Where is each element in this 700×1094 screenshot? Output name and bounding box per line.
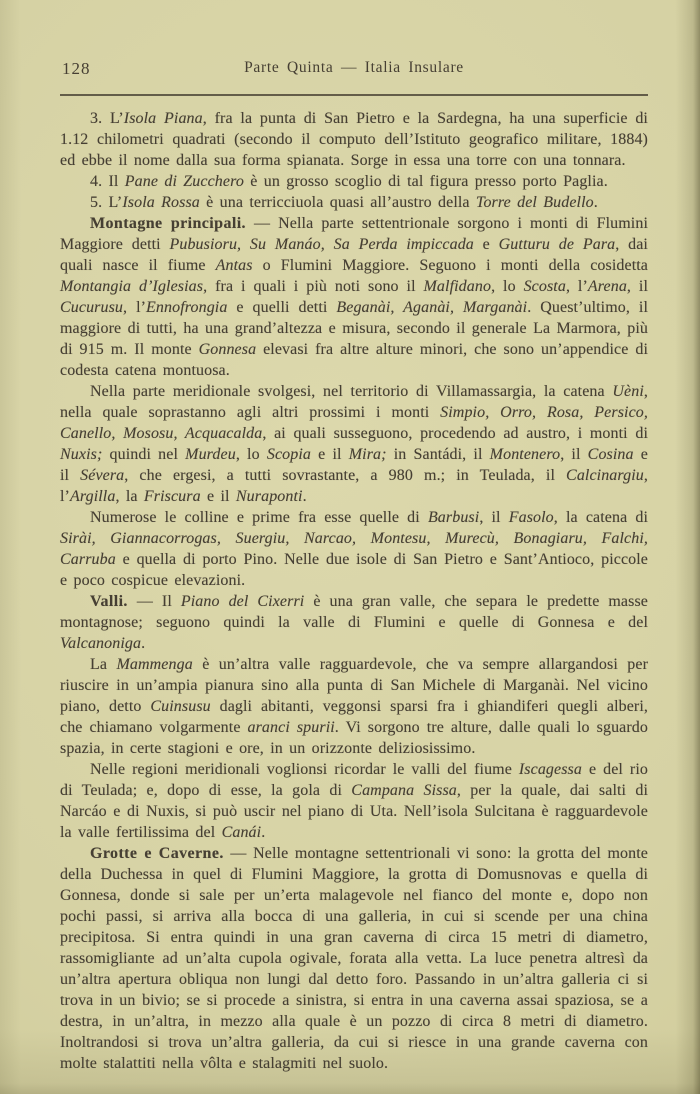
para-isola-rossa [60,192,648,213]
para-regioni-meridionali [60,759,648,843]
text-run: , per la quale, dai salti di Narcáo e di Nuxis, si può uscir nel piano di Uta. Nell’isola Sulcitana è ragguardevole la valle fertilissima del [60,782,649,841]
italic-term: Canái [221,824,262,841]
text-run: . [302,488,307,505]
text-run: è un’altra valle ragguardevole, che va sempre allargandosi per riuscire in un’ampia pianura sino alla punta di San Michele di Marganài. Nel vicino piano, detto [60,656,648,715]
page-body [60,108,648,1074]
text-run: e quelli detti [227,299,337,316]
text-run: , l’ [565,278,588,295]
italic-term: Nuraponti [235,488,303,505]
text-run: e il [60,446,648,484]
page-number: 128 [62,59,91,78]
text-run: , l’ [123,299,147,316]
text-run: e il [200,488,236,505]
italic-term: Campana Sissa [351,782,457,799]
italic-term: Barbusi [427,509,480,526]
italic-term: Pane di Zucchero [124,173,244,190]
text-run: è una terricciuola quasi all’austro della [199,194,476,211]
inline-heading: Grotte e Caverne. [90,845,224,862]
italic-term: Gonnesa [198,341,257,358]
para-pane-di-zucchero [60,171,648,192]
header-rule [60,94,648,96]
italic-term: Torre del Budello [475,194,594,211]
text-run: , la catena di [553,509,649,526]
text-run: — Nelle montagne settentrionali vi sono: la grotta del monte della Duchessa in quel di Flumini Maggiore, la grotta di Domusnovas e quella di Gonnesa, donde si sale per un’erta malagevole nel fianco del monte e, dopo non pochi passi, si arriva alla bocca di una galleria, in cui si scende per una china precipitosa. Si entra quindi in una gran caverna di circa 15 metri di diametro, rassomigliante ad un’alta cupola ogivale, forata alla vetta. La luce penetra altresì da un’altra apertura obliqua non lungi dal detto foro. Passando in un’altra galleria ci si trova in un bivio; se si procede a sinistra, si entra in una caverna assai spaziosa, se a destra, in un’altra, in mezzo alla quale è un pozzo di circa 8 metri di diametro. Inoltrandosi si trova un’altra galleria, da cui si riesce in una grande caverna con molte stalattiti nella vôlta e stalagmiti nel suolo. [60,845,648,1072]
text-run: , la [115,488,144,505]
italic-term: Isola Piana [123,110,203,127]
text-run: . [261,824,266,841]
text-run: , il [626,278,648,295]
text-run: , fra i quali i più noti sono il [203,278,424,295]
para-valli [60,591,648,654]
italic-term: Ennofrongia [146,299,228,316]
text-run: . [141,635,146,652]
text-run: , il [479,509,509,526]
italic-term: Cosina [587,446,634,463]
page-header [60,59,648,81]
text-run: elevasi fra altre alture minori, che sono un’appendice di codesta catena montuosa. [60,341,648,379]
text-run: in Santádi, il [386,446,490,463]
para-montagne-principali [60,213,648,381]
italic-term: Mammenga [116,656,193,673]
italic-term: Friscura [143,488,201,505]
text-run: , ai quali susseguono, procedendo ad austro, i monti di [262,425,648,442]
text-run: è un grosso scoglio di tal figura presso porto Paglia. [243,173,608,190]
text-run: La [90,656,117,673]
italic-term: Isola Rossa [122,194,200,211]
text-run: , lo [491,278,524,295]
italic-term: Scosta [523,278,566,295]
text-run: — Il [127,593,181,610]
text-run: è una gran valle, che separa le predette masse montagnose; seguono quindi la valle di Flumini e quelle di Gonnesa e del [60,593,648,631]
text-run: Nella parte meridionale svolgesi, nel territorio di Villamassargia, la catena [90,383,613,400]
para-mammenga [60,654,648,759]
text-run: , l’ [60,467,648,505]
text-run: . [593,194,598,211]
italic-term: Cuinsusu [150,698,211,715]
text-run: , che ergesi, a tutti sovrastante, a 980 m.; in Teulada, il [124,467,567,484]
text-run: , nella quale soprastanno agli altri prossimi i monti [60,383,648,421]
text-run: , fra la punta di San Pietro e la Sardegna, ha una superficie di 1.12 chilometri quadrati (secondo il computo dell’Istituto geografico militare, 1884) ed ebbe il nome dalla sua forma spianata. Sorge in essa una torre con una tonnara. [60,110,648,169]
para-grotte-caverne [60,843,648,1074]
text-run: , il [560,446,588,463]
text-run: , lo [235,446,267,463]
italic-term: Nuxis; [60,446,103,463]
italic-term: Fasolo [508,509,554,526]
italic-term: Montenero [489,446,561,463]
italic-term: Sirài, Giannacorrogas, Suergiu, Narcao, Montesu, Murecù, Bonagiaru, Falchi, Carruba [60,530,648,568]
italic-term: Pubusioru, Su Manáo, Sa Perda impiccada [169,236,474,253]
italic-term: Mira; [348,446,387,463]
text-run: . Vi sorgono tre alture, dalle quali lo sguardo spazia, in certe stagioni e ore, in un orizzonte deliziosissimo. [60,719,648,757]
text-run: e il [311,446,349,463]
italic-term: Antas [215,257,253,274]
text-run: 3. L’ [90,110,124,127]
para-colline [60,507,648,591]
para-isola-piana [60,108,648,171]
italic-term: Beganài, Aganài, Marganài [336,299,528,316]
text-run: , dai quali nasce il fiume [60,236,648,274]
italic-term: Simpio, Orro, Rosa, Persico, Canello, Mososu, Acquacalda [60,404,648,442]
text-run: . Quest’ultimo, il maggiore di tutti, ha una grand’altezza e misura, secondo il generale La Marmora, più di 915 m. Il monte [60,299,648,358]
text-run: quindi nel [102,446,186,463]
italic-term: Piano del Cixerri [180,593,305,610]
italic-term: Cucurusu [60,299,124,316]
text-run: 5. L’ [90,194,123,211]
running-title: Parte Quinta — Italia Insulare [244,59,464,76]
italic-term: Argilla [69,488,116,505]
text-run: e quella di porto Pino. Nelle due isole di San Pietro e Sant’Antioco, piccole e poco cospicue elevazioni. [60,551,648,589]
text-run: o Flumini Maggiore. Seguono i monti della cosidetta [252,257,648,274]
text-run: Numerose le colline e prime fra esse quelle di [90,509,428,526]
italic-term: Valcanoniga [60,635,142,652]
text-run: 4. Il [90,173,125,190]
italic-term: Calcinargiu [566,467,644,484]
italic-term: Montangia d’Iglesias [60,278,204,295]
text-run: Nelle regioni meridionali voglionsi ricordar le valli del fiume [90,761,519,778]
italic-term: Scopia [266,446,311,463]
inline-heading: Montagne principali. [90,215,246,232]
italic-term: Gutturu de Para [498,236,616,253]
italic-term: Iscagessa [518,761,582,778]
text-run: e [473,236,499,253]
para-parte-meridionale [60,381,648,507]
italic-term: Arena [587,278,627,295]
italic-term: Uèni [612,383,644,400]
inline-heading: Valli. [90,593,128,610]
italic-term: Sévera [80,467,125,484]
italic-term: aranci spurii [247,719,335,736]
text-run: dagli abitanti, veggonsi sparsi fra i ghiandiferi quegli alberi, che chiamano volgarmente [60,698,648,736]
text-run: — Nella parte settentrionale sorgono i monti di Flumini Maggiore detti [60,215,648,253]
italic-term: Murdeu [185,446,236,463]
text-run: e del rio di Teulada; e, dopo di esse, la gola di [60,761,648,799]
italic-term: Malfidano [423,278,492,295]
